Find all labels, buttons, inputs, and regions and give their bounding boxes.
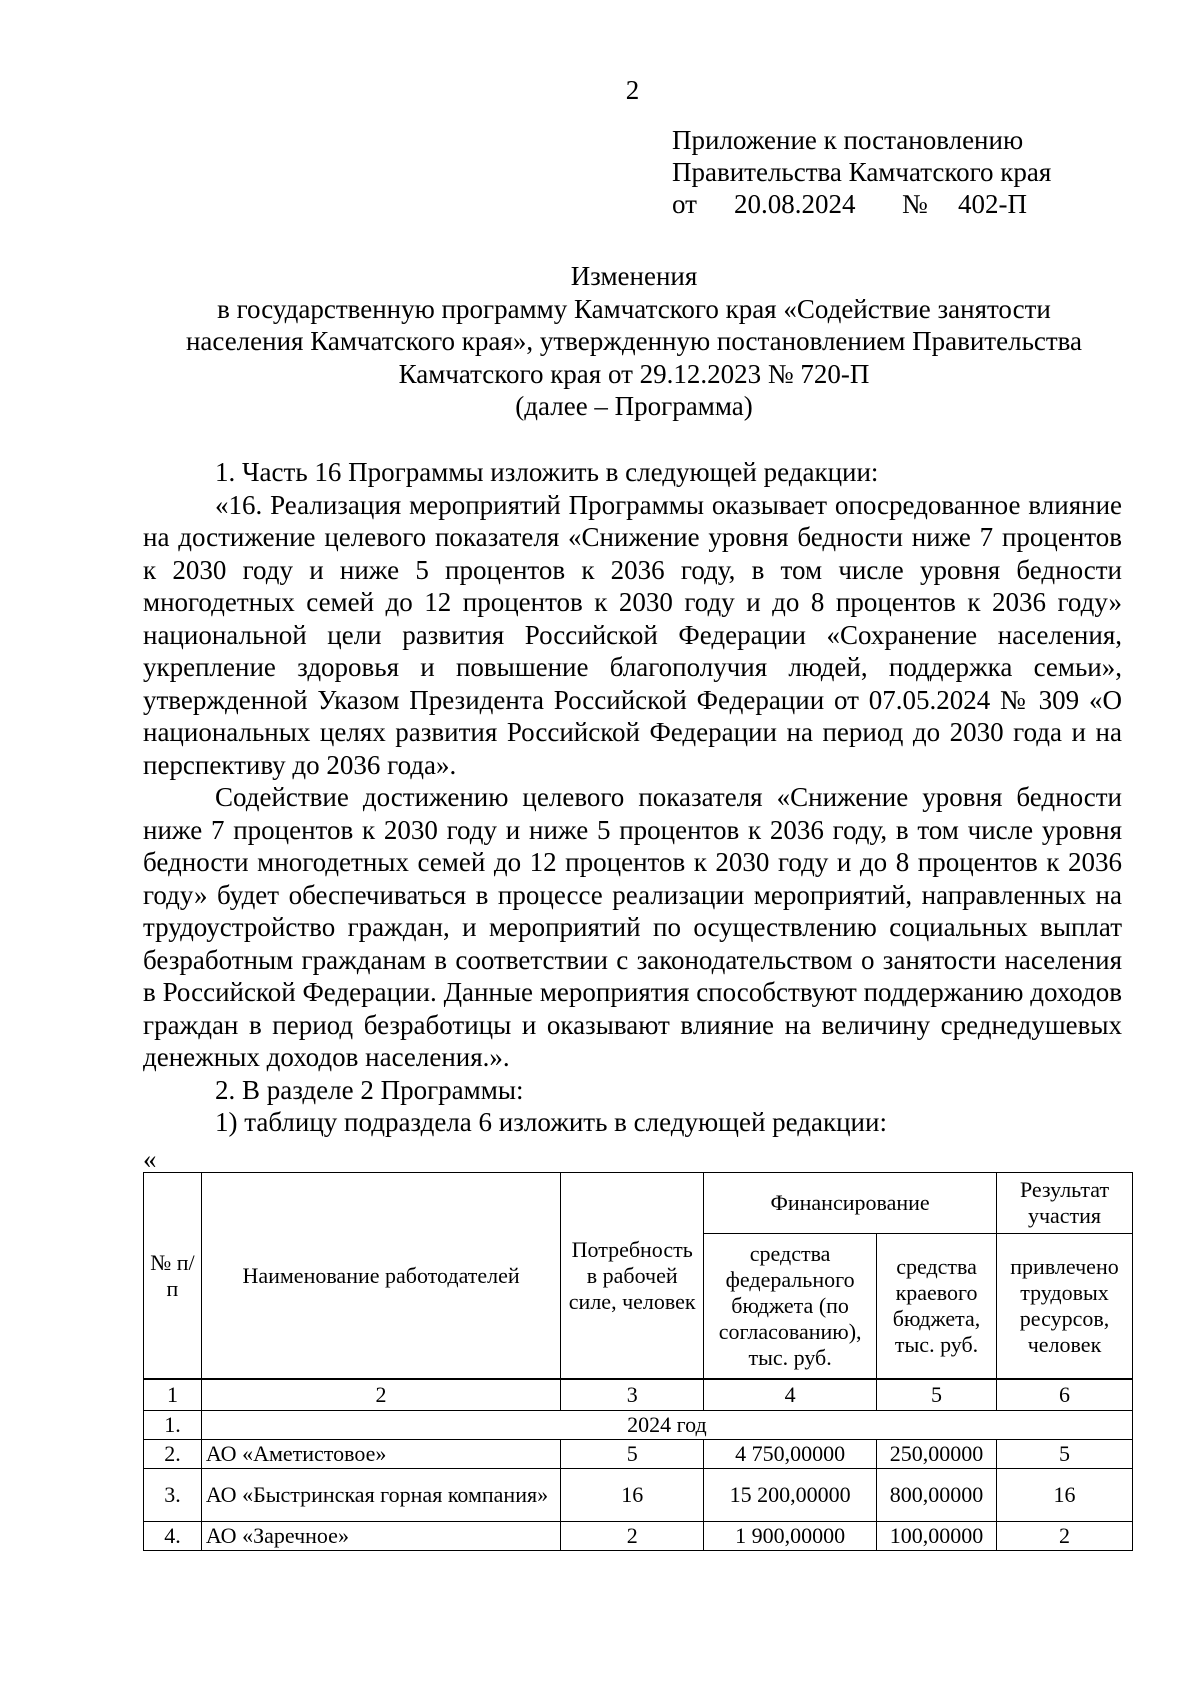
header-name: Наименование работодателей [201, 1173, 560, 1380]
appendix-number-sign: № [902, 189, 928, 219]
header-financing: Финансирование [704, 1173, 997, 1234]
table-row [144, 1469, 1133, 1522]
row-employer-name: АО «Заречное» [201, 1522, 560, 1551]
year-row-label: 2024 год [201, 1411, 1132, 1440]
row-employer-name: АО «Аметистовое» [201, 1440, 560, 1469]
row-attracted: 5 [997, 1440, 1133, 1469]
row-need: 2 [561, 1522, 704, 1551]
appendix-date: 20.08.2024 [734, 189, 856, 219]
header-federal: средства федерального бюджета (по согласованию), тыс. руб. [704, 1234, 877, 1380]
col-number: 6 [997, 1379, 1133, 1411]
header-num: № п/п [144, 1173, 202, 1380]
col-number: 1 [144, 1379, 202, 1411]
title-line-1: Изменения [570, 261, 698, 291]
row-employer-name: АО «Быстринская горная компания» [201, 1469, 560, 1522]
row-attracted: 16 [997, 1469, 1133, 1522]
row-federal: 4 750,00000 [704, 1440, 877, 1469]
year-row-num: 1. [144, 1411, 202, 1440]
column-numbers-row [144, 1379, 1133, 1411]
row-regional: 250,00000 [877, 1440, 997, 1469]
row-num: 3. [144, 1469, 202, 1522]
appendix-line-2: Правительства Камчатского края [672, 157, 1052, 187]
table-row [144, 1522, 1133, 1551]
year-row [144, 1411, 1133, 1440]
paragraph-4: 2. В разделе 2 Программы: [215, 1074, 524, 1105]
header-result: Результат участия [997, 1173, 1133, 1234]
appendix-number: 402-П [958, 189, 1027, 219]
row-need: 16 [561, 1469, 704, 1522]
document-title [142, 260, 1126, 423]
row-regional: 100,00000 [877, 1522, 997, 1551]
row-need: 5 [561, 1440, 704, 1469]
title-line-5: (далее – Программа) [515, 391, 753, 421]
paragraph-1: 1. Часть 16 Программы изложить в следующей редакции: [215, 457, 879, 487]
row-attracted: 2 [997, 1522, 1133, 1551]
title-line-4: Камчатского края от 29.12.2023 № 720-П [398, 358, 870, 389]
row-federal: 1 900,00000 [704, 1522, 877, 1551]
paragraph-3: Содействие достижению целевого показателя «Снижение уровня бедности ниже 7 процентов к 2030 году и ниже 5 процентов к 2036 году, в том числе уровня бедности многодетных семей до 12 процентов к 2030 году и до 8 процентов к 2036 году» будет обеспечиваться в процессе реализации мероприятий, направленных на трудоустройство граждан, и мероприятий по осуществлению социальных выплат безработным гражданам в соответствии с законодательством о занятости населения в Российской Федерации. Данные мероприятия способствуют поддержанию доходов граждан в период безработицы и оказывают влияние на величину среднедушевых денежных доходов населения.». [143, 782, 1122, 1072]
row-federal: 15 200,00000 [704, 1469, 877, 1522]
header-regional: средства краевого бюджета, тыс. руб. [877, 1234, 997, 1380]
header-attracted: привлечено трудовых ресурсов, человек [997, 1234, 1133, 1380]
row-regional: 800,00000 [877, 1469, 997, 1522]
table-open-quote: « [143, 1144, 157, 1174]
title-line-3: населения Камчатского края», утвержденную постановлением Правительства [185, 326, 1083, 356]
page-number: 2 [625, 75, 640, 105]
appendix-from-label: от [672, 189, 697, 219]
document-body [143, 456, 1122, 1139]
appendix-header [672, 124, 1142, 220]
appendix-date-row [672, 188, 1142, 220]
appendix-line-1: Приложение к постановлению [672, 125, 1024, 155]
col-number: 4 [704, 1379, 877, 1411]
paragraph-5: 1) таблицу подраздела 6 изложить в следующей редакции: [215, 1107, 887, 1137]
header-need: Потребность в рабочей силе, человек [561, 1173, 704, 1380]
paragraph-2: «16. Реализация мероприятий Программы оказывает опосредованное влияние на достижение целевого показателя «Снижение уровня бедности ниже 7 процентов к 2030 году и ниже 5 процентов к 2036 году, в том числе уровня бедности многодетных семей до 12 процентов к 2030 году и до 8 процентов к 2036 году» национальной цели развития Российской Федерации «Сохранение населения, укрепление здоровья и повышение благополучия людей, поддержка семьи», утвержденной Указом Президента Российской Федерации от 07.05.2024 № 309 «О национальных целях развития Российской Федерации на период до 2030 года и на перспективу до 2036 года». [143, 489, 1122, 780]
col-number: 5 [877, 1379, 997, 1411]
table-row [144, 1440, 1133, 1469]
row-num: 2. [144, 1440, 202, 1469]
row-num: 4. [144, 1522, 202, 1551]
col-number: 2 [201, 1379, 560, 1411]
employers-table [143, 1172, 1133, 1551]
title-line-2: в государственную программу Камчатского края «Содействие занятости [217, 293, 1051, 324]
col-number: 3 [561, 1379, 704, 1411]
